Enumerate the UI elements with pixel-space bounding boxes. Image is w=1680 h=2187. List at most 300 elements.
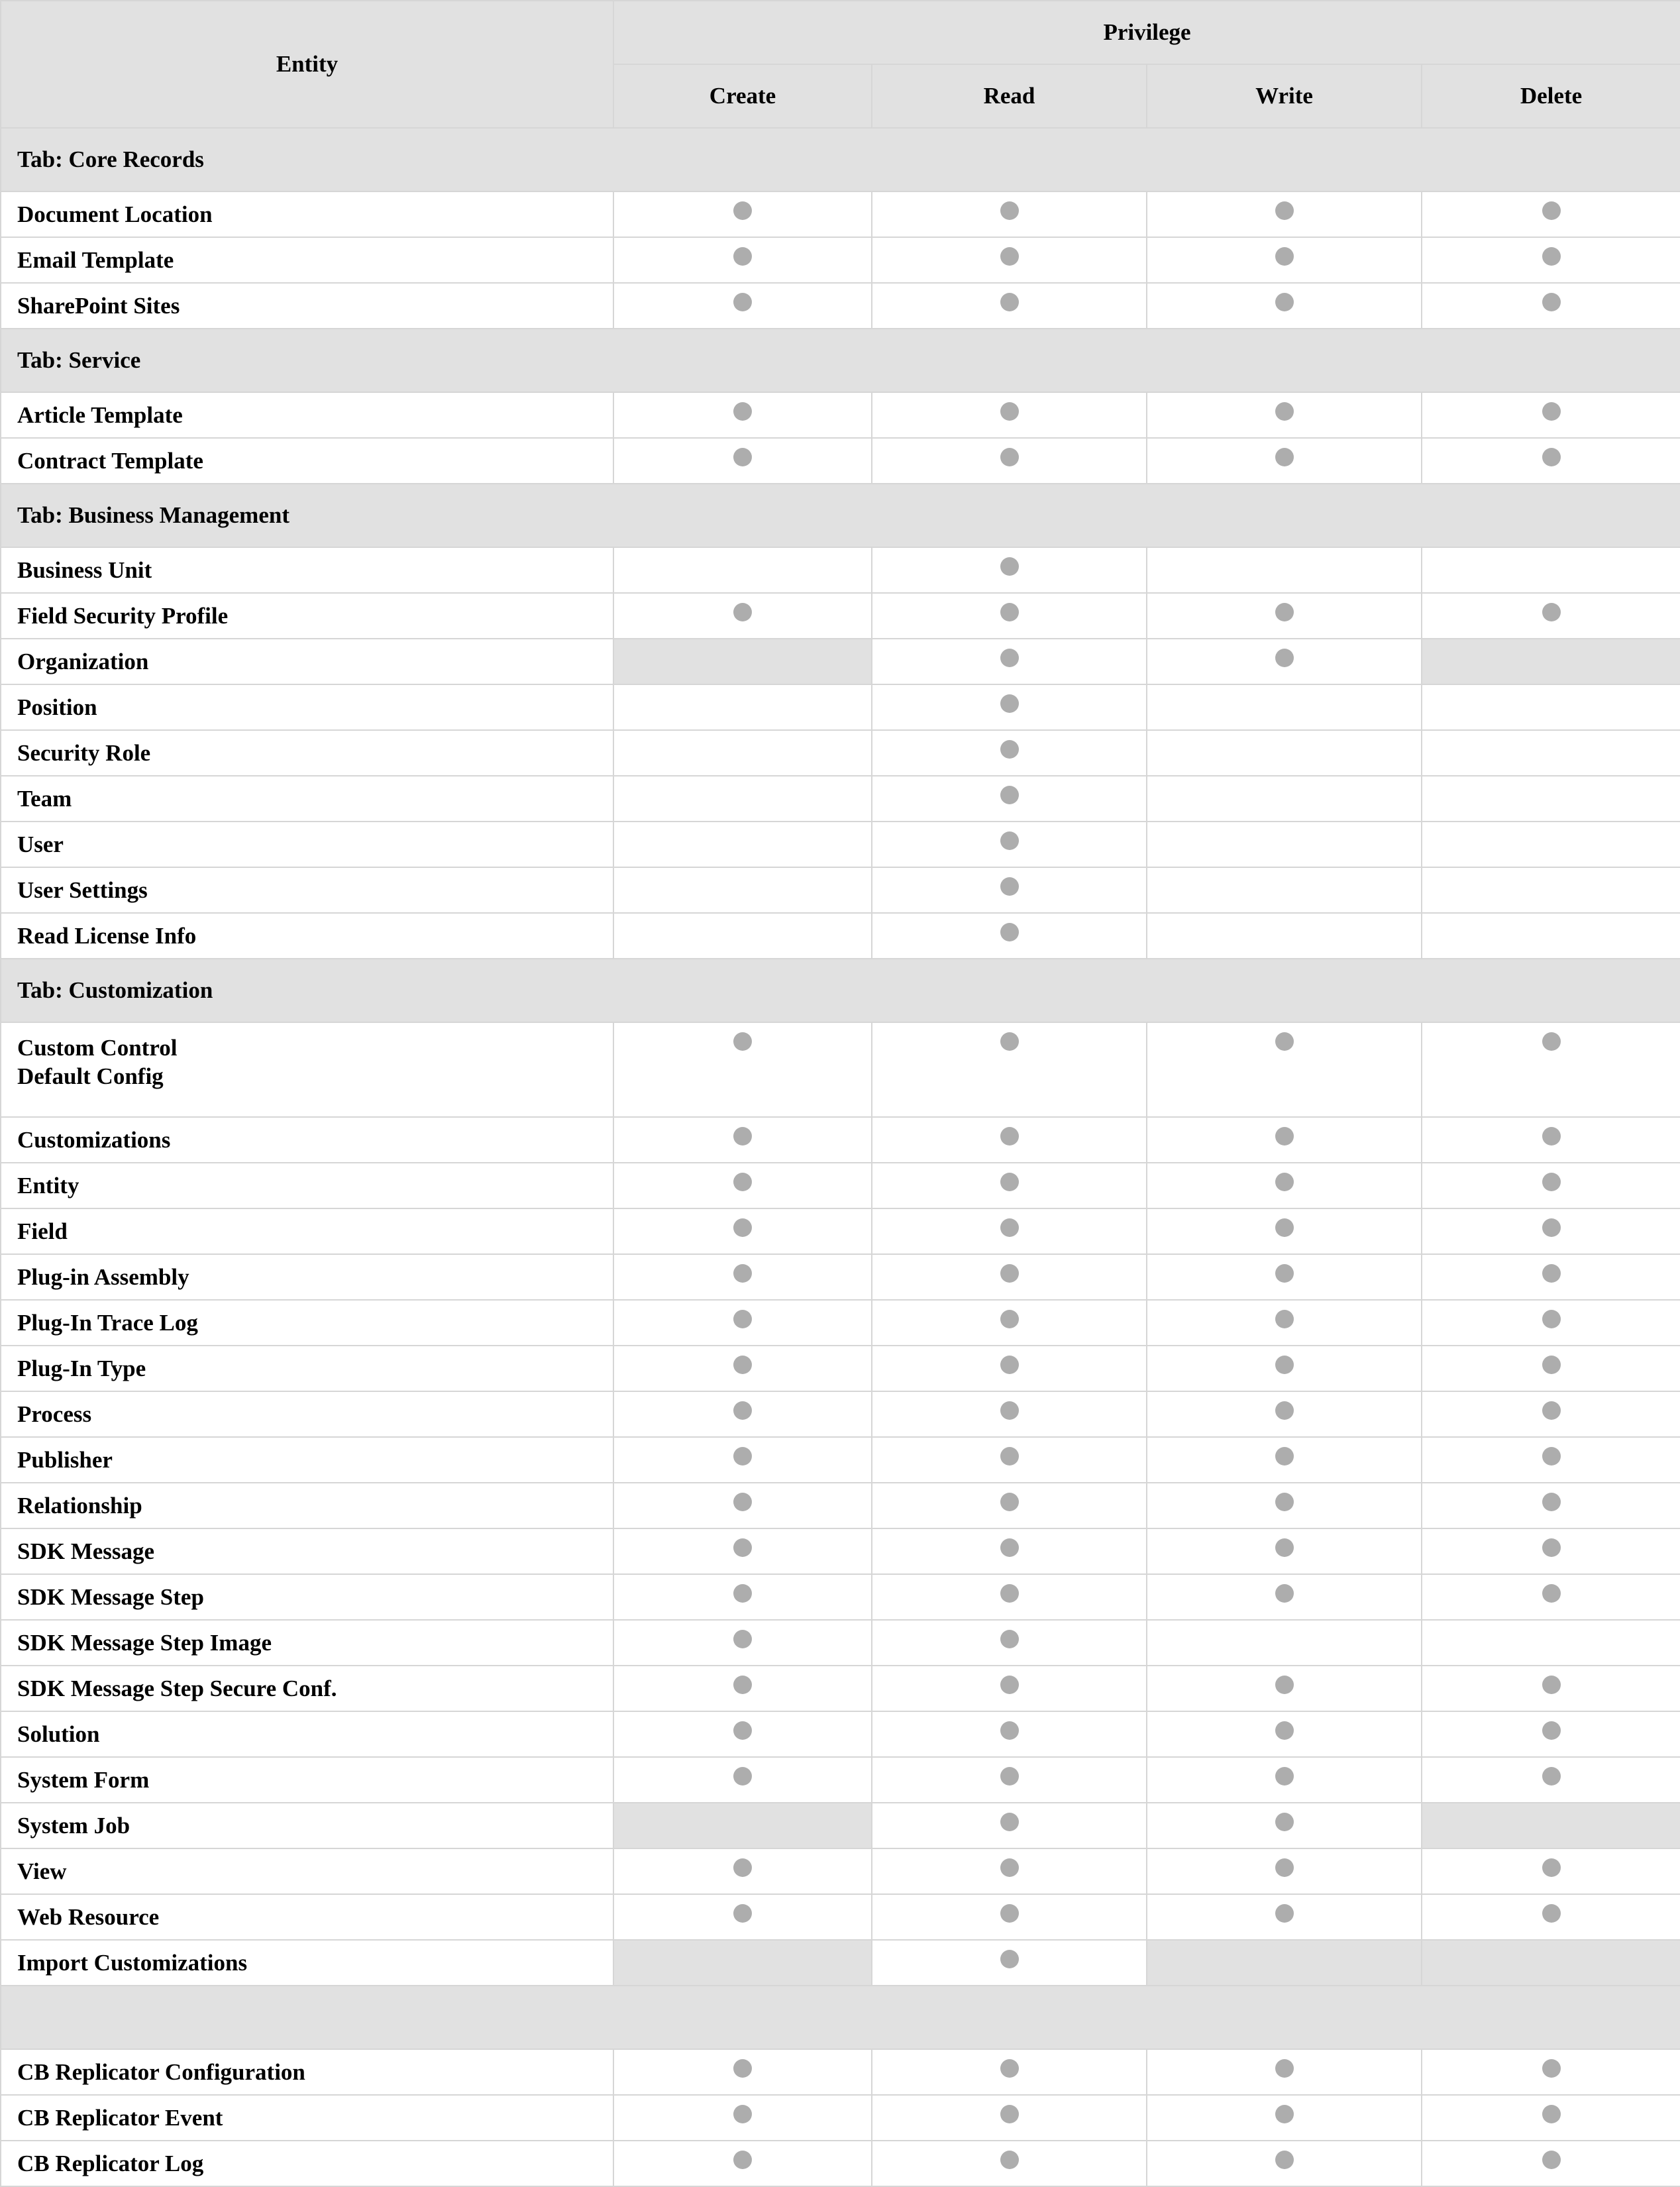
entity-name: Customizations xyxy=(17,1126,171,1153)
privilege-dot-icon xyxy=(733,1630,752,1648)
entity-name: CB Replicator Configuration xyxy=(17,2058,305,2085)
entity-name-cell xyxy=(1,730,613,776)
create-privilege-cell xyxy=(613,730,872,776)
create-privilege-cell xyxy=(613,2049,872,2095)
table-row xyxy=(1,1848,1680,1894)
table-row xyxy=(1,1620,1680,1666)
privilege-dot-icon xyxy=(1000,1676,1019,1694)
create-privilege-cell xyxy=(613,237,872,283)
entity-name-cell xyxy=(1,2049,613,2095)
section-label: Tab: Service xyxy=(1,329,1680,392)
delete-privilege-cell xyxy=(1422,1528,1680,1574)
write-privilege-cell xyxy=(1147,593,1422,639)
privilege-dot-icon xyxy=(733,1218,752,1237)
privilege-dot-icon xyxy=(1275,1447,1294,1466)
privilege-dot-icon xyxy=(733,1264,752,1283)
entity-name-cell xyxy=(1,1711,613,1757)
delete-privilege-cell xyxy=(1422,1848,1680,1894)
create-privilege-cell xyxy=(613,1163,872,1208)
privilege-dot-icon xyxy=(1000,247,1019,266)
section-row xyxy=(1,959,1680,1022)
entity-name-cell xyxy=(1,2095,613,2141)
privilege-dot-icon xyxy=(733,1356,752,1374)
entity-name: Solution xyxy=(17,1721,100,1747)
table-row xyxy=(1,547,1680,593)
table-row xyxy=(1,1940,1680,1986)
create-privilege-cell xyxy=(613,822,872,867)
read-privilege-cell xyxy=(872,593,1147,639)
entity-name: SDK Message Step xyxy=(17,1583,204,1610)
section-label xyxy=(1,1986,1680,2049)
delete-privilege-cell xyxy=(1422,1163,1680,1208)
write-privilege-cell xyxy=(1147,1574,1422,1620)
privilege-dot-icon xyxy=(1542,1447,1561,1466)
privilege-dot-icon xyxy=(1275,1173,1294,1191)
write-privilege-cell xyxy=(1147,1483,1422,1528)
create-privilege-cell xyxy=(613,1528,872,1574)
privilege-dot-icon xyxy=(1275,1127,1294,1146)
privilege-dot-icon xyxy=(733,1858,752,1877)
privilege-dot-icon xyxy=(1000,1584,1019,1603)
read-privilege-cell xyxy=(872,2049,1147,2095)
privilege-dot-icon xyxy=(1542,1173,1561,1191)
entity-name-cell xyxy=(1,1528,613,1574)
entity-name-cell xyxy=(1,2141,613,2186)
entity-name: SDK Message Step Image xyxy=(17,1629,272,1656)
privilege-dot-icon xyxy=(1275,1584,1294,1603)
privilege-dot-icon xyxy=(1542,2105,1561,2123)
read-privilege-cell xyxy=(872,1803,1147,1848)
privilege-dot-icon xyxy=(1275,2105,1294,2123)
privilege-dot-icon xyxy=(1542,1721,1561,1740)
entity-name: Import Customizations xyxy=(17,1949,248,1976)
section-row xyxy=(1,1986,1680,2049)
privilege-dot-icon xyxy=(733,201,752,220)
entity-name-cell xyxy=(1,1208,613,1254)
read-privilege-cell xyxy=(872,913,1147,959)
privilege-dot-icon xyxy=(733,1173,752,1191)
table-row xyxy=(1,1757,1680,1803)
privilege-dot-icon xyxy=(1542,1538,1561,1557)
write-privilege-cell xyxy=(1147,1300,1422,1346)
entity-name: CB Replicator Event xyxy=(17,2104,223,2131)
read-privilege-cell xyxy=(872,639,1147,684)
entity-name: Plug-In Type xyxy=(17,1355,146,1381)
privilege-dot-icon xyxy=(1275,402,1294,421)
read-privilege-cell xyxy=(872,1346,1147,1391)
create-privilege-cell xyxy=(613,547,872,593)
entity-name: Field xyxy=(17,1218,68,1244)
privilege-dot-icon xyxy=(1275,1858,1294,1877)
create-privilege-cell xyxy=(613,1437,872,1483)
privilege-dot-icon xyxy=(1000,557,1019,576)
write-privilege-cell xyxy=(1147,1711,1422,1757)
privilege-dot-icon xyxy=(733,2151,752,2169)
read-privilege-cell xyxy=(872,1757,1147,1803)
privilege-dot-icon xyxy=(733,603,752,621)
table-row xyxy=(1,1894,1680,1940)
privilege-dot-icon xyxy=(733,448,752,466)
table-row xyxy=(1,1437,1680,1483)
privilege-column-group-header: Privilege xyxy=(613,1,1680,64)
section-label: Tab: Core Records xyxy=(1,128,1680,191)
entity-name-cell xyxy=(1,1574,613,1620)
table-row xyxy=(1,913,1680,959)
create-privilege-cell xyxy=(613,1117,872,1163)
write-privilege-cell xyxy=(1147,1346,1422,1391)
entity-name: Process xyxy=(17,1401,92,1427)
table-row xyxy=(1,867,1680,913)
table-row xyxy=(1,1300,1680,1346)
privilege-dot-icon xyxy=(1000,603,1019,621)
entity-name-cell xyxy=(1,1022,613,1117)
privilege-dot-icon xyxy=(1542,247,1561,266)
privilege-dot-icon xyxy=(1000,740,1019,759)
privilege-dot-icon xyxy=(1000,2105,1019,2123)
table-row xyxy=(1,237,1680,283)
read-privilege-cell xyxy=(872,867,1147,913)
entity-name-cell xyxy=(1,684,613,730)
privilege-dot-icon xyxy=(1275,2059,1294,2078)
privilege-dot-icon xyxy=(1542,1310,1561,1328)
delete-privilege-cell xyxy=(1422,1483,1680,1528)
privilege-dot-icon xyxy=(1000,1173,1019,1191)
table-row xyxy=(1,438,1680,484)
entity-name-cell xyxy=(1,776,613,822)
entity-name-cell xyxy=(1,1437,613,1483)
create-privilege-cell xyxy=(613,776,872,822)
privilege-dot-icon xyxy=(1275,1493,1294,1511)
entity-name-cell xyxy=(1,1254,613,1300)
privilege-dot-icon xyxy=(1000,831,1019,850)
table-row xyxy=(1,1391,1680,1437)
entity-name: System Form xyxy=(17,1766,150,1793)
entity-name-cell xyxy=(1,913,613,959)
read-privilege-cell xyxy=(872,392,1147,438)
entity-name: Publisher xyxy=(17,1446,113,1473)
privilege-dot-icon xyxy=(1275,649,1294,667)
entity-name-cell xyxy=(1,547,613,593)
privilege-dot-icon xyxy=(1275,293,1294,311)
read-privilege-cell xyxy=(872,1940,1147,1986)
privilege-dot-icon xyxy=(1275,1538,1294,1557)
privilege-dot-icon xyxy=(1000,1630,1019,1648)
privilege-dot-icon xyxy=(1542,603,1561,621)
entity-name: Email Template xyxy=(17,246,174,273)
privilege-dot-icon xyxy=(1542,448,1561,466)
entity-name: Organization xyxy=(17,648,149,674)
table-row xyxy=(1,2141,1680,2186)
privilege-dot-icon xyxy=(1542,1767,1561,1786)
read-privilege-cell xyxy=(872,1437,1147,1483)
table-row xyxy=(1,1803,1680,1848)
privilege-dot-icon xyxy=(1000,694,1019,713)
create-privilege-cell xyxy=(613,1022,872,1117)
read-privilege-cell xyxy=(872,684,1147,730)
create-privilege-cell xyxy=(613,191,872,237)
privilege-dot-icon xyxy=(1000,1767,1019,1786)
create-privilege-cell xyxy=(613,1666,872,1711)
table-row xyxy=(1,2095,1680,2141)
delete-privilege-cell xyxy=(1422,730,1680,776)
read-privilege-cell xyxy=(872,1022,1147,1117)
create-privilege-cell xyxy=(613,1300,872,1346)
privilege-dot-icon xyxy=(1000,1493,1019,1511)
privilege-dot-icon xyxy=(1275,1264,1294,1283)
table-row xyxy=(1,1483,1680,1528)
entity-name-cell xyxy=(1,639,613,684)
write-privilege-cell xyxy=(1147,2049,1422,2095)
entity-name: Relationship xyxy=(17,1492,142,1519)
table-row xyxy=(1,730,1680,776)
entity-name: Security Role xyxy=(17,739,151,766)
write-privilege-cell xyxy=(1147,1391,1422,1437)
write-privilege-cell xyxy=(1147,684,1422,730)
read-privilege-cell xyxy=(872,438,1147,484)
create-privilege-cell xyxy=(613,1483,872,1528)
create-privilege-cell xyxy=(613,593,872,639)
create-privilege-cell xyxy=(613,1254,872,1300)
write-privilege-cell xyxy=(1147,1117,1422,1163)
create-privilege-cell xyxy=(613,684,872,730)
privilege-dot-icon xyxy=(1542,2151,1561,2169)
privilege-dot-icon xyxy=(1542,293,1561,311)
read-privilege-cell xyxy=(872,1300,1147,1346)
entity-name-cell xyxy=(1,867,613,913)
write-privilege-cell xyxy=(1147,547,1422,593)
table-row xyxy=(1,1163,1680,1208)
entity-name-cell xyxy=(1,1940,613,1986)
privilege-dot-icon xyxy=(1000,293,1019,311)
privilege-dot-icon xyxy=(733,1447,752,1466)
delete-privilege-cell xyxy=(1422,1894,1680,1940)
privilege-dot-icon xyxy=(1000,877,1019,896)
entity-name: SDK Message Step Secure Conf. xyxy=(17,1675,337,1701)
create-privilege-cell xyxy=(613,1208,872,1254)
read-privilege-cell xyxy=(872,1620,1147,1666)
table-row xyxy=(1,593,1680,639)
privilege-dot-icon xyxy=(1275,1356,1294,1374)
write-privilege-cell xyxy=(1147,1894,1422,1940)
privilege-dot-icon xyxy=(1542,1584,1561,1603)
read-privilege-cell xyxy=(872,776,1147,822)
delete-privilege-cell xyxy=(1422,392,1680,438)
table-body xyxy=(1,128,1680,2186)
delete-privilege-cell xyxy=(1422,1437,1680,1483)
privilege-dot-icon xyxy=(733,1401,752,1420)
write-privilege-cell xyxy=(1147,438,1422,484)
entity-name-cell xyxy=(1,1848,613,1894)
read-privilege-cell xyxy=(872,1666,1147,1711)
delete-privilege-cell xyxy=(1422,1391,1680,1437)
create-privilege-cell xyxy=(613,1757,872,1803)
entity-name-cell xyxy=(1,237,613,283)
privilege-dot-icon xyxy=(1542,1493,1561,1511)
create-privilege-cell xyxy=(613,392,872,438)
entity-name-cell xyxy=(1,822,613,867)
delete-privilege-cell xyxy=(1422,438,1680,484)
write-privilege-cell xyxy=(1147,392,1422,438)
privilege-dot-icon xyxy=(733,247,752,266)
delete-privilege-cell xyxy=(1422,1620,1680,1666)
entity-name: SDK Message xyxy=(17,1538,155,1564)
table-row xyxy=(1,684,1680,730)
table-row xyxy=(1,1208,1680,1254)
privilege-dot-icon xyxy=(1275,1721,1294,1740)
privilege-dot-icon xyxy=(1000,1447,1019,1466)
table-row xyxy=(1,776,1680,822)
privilege-dot-icon xyxy=(733,1767,752,1786)
section-label: Tab: Business Management xyxy=(1,484,1680,547)
read-privilege-cell xyxy=(872,1848,1147,1894)
privilege-dot-icon xyxy=(1275,1904,1294,1923)
delete-privilege-cell xyxy=(1422,2141,1680,2186)
entity-name-cell xyxy=(1,1163,613,1208)
create-privilege-cell xyxy=(613,1391,872,1437)
table-row xyxy=(1,1117,1680,1163)
table-row xyxy=(1,191,1680,237)
entity-name: Contract Template xyxy=(17,447,203,474)
write-privilege-cell xyxy=(1147,1757,1422,1803)
privilege-dot-icon xyxy=(1000,2059,1019,2078)
create-privilege-cell xyxy=(613,1574,872,1620)
privilege-dot-icon xyxy=(733,2059,752,2078)
delete-privilege-cell xyxy=(1422,913,1680,959)
privilege-dot-icon xyxy=(1000,1310,1019,1328)
delete-privilege-cell xyxy=(1422,867,1680,913)
write-privilege-cell xyxy=(1147,776,1422,822)
table-row xyxy=(1,1346,1680,1391)
create-column-header: Create xyxy=(613,64,872,128)
privilege-dot-icon xyxy=(733,1904,752,1923)
entity-name: View xyxy=(17,1858,67,1884)
entity-name: Field Security Profile xyxy=(17,602,229,629)
read-privilege-cell xyxy=(872,2095,1147,2141)
table-row xyxy=(1,822,1680,867)
write-privilege-cell xyxy=(1147,237,1422,283)
privilege-dot-icon xyxy=(1000,2151,1019,2169)
read-column-header: Read xyxy=(872,64,1147,128)
privilege-dot-icon xyxy=(1542,402,1561,421)
privilege-dot-icon xyxy=(1542,1858,1561,1877)
privilege-dot-icon xyxy=(733,1032,752,1051)
write-privilege-cell xyxy=(1147,1803,1422,1848)
write-privilege-cell xyxy=(1147,191,1422,237)
entity-name: SharePoint Sites xyxy=(17,292,180,319)
privilege-dot-icon xyxy=(1000,649,1019,667)
privilege-dot-icon xyxy=(733,1493,752,1511)
entity-name: Read License Info xyxy=(17,922,197,949)
entity-name-cell xyxy=(1,1391,613,1437)
create-privilege-cell xyxy=(613,438,872,484)
section-label: Tab: Customization xyxy=(1,959,1680,1022)
create-privilege-cell xyxy=(613,1894,872,1940)
read-privilege-cell xyxy=(872,1208,1147,1254)
table-row xyxy=(1,1574,1680,1620)
read-privilege-cell xyxy=(872,1391,1147,1437)
read-privilege-cell xyxy=(872,1483,1147,1528)
entity-name: Business Unit xyxy=(17,557,152,583)
privilege-dot-icon xyxy=(1275,1767,1294,1786)
privilege-dot-icon xyxy=(1275,247,1294,266)
privilege-dot-icon xyxy=(1000,1218,1019,1237)
entity-name: Position xyxy=(17,694,97,720)
entity-name-cell xyxy=(1,1757,613,1803)
read-privilege-cell xyxy=(872,1163,1147,1208)
privilege-dot-icon xyxy=(1000,923,1019,941)
create-privilege-cell xyxy=(613,1711,872,1757)
delete-privilege-cell xyxy=(1422,684,1680,730)
table-row xyxy=(1,639,1680,684)
read-privilege-cell xyxy=(872,283,1147,329)
delete-privilege-cell xyxy=(1422,1254,1680,1300)
entity-column-header: Entity xyxy=(1,1,613,128)
delete-privilege-cell xyxy=(1422,1022,1680,1117)
privilege-dot-icon xyxy=(1000,448,1019,466)
delete-column-header: Delete xyxy=(1422,64,1680,128)
read-privilege-cell xyxy=(872,1574,1147,1620)
write-privilege-cell xyxy=(1147,1022,1422,1117)
write-privilege-cell xyxy=(1147,1208,1422,1254)
delete-privilege-cell xyxy=(1422,639,1680,684)
privilege-dot-icon xyxy=(1275,1401,1294,1420)
read-privilege-cell xyxy=(872,237,1147,283)
write-privilege-cell xyxy=(1147,1620,1422,1666)
delete-privilege-cell xyxy=(1422,1940,1680,1986)
entity-name: User xyxy=(17,831,64,857)
privilege-dot-icon xyxy=(1000,1127,1019,1146)
create-privilege-cell xyxy=(613,1346,872,1391)
entity-name-cell xyxy=(1,1620,613,1666)
privilege-dot-icon xyxy=(1275,201,1294,220)
write-privilege-cell xyxy=(1147,2095,1422,2141)
privilege-dot-icon xyxy=(1275,1813,1294,1831)
entity-name-cell xyxy=(1,191,613,237)
read-privilege-cell xyxy=(872,1117,1147,1163)
delete-privilege-cell xyxy=(1422,1208,1680,1254)
privilege-dot-icon xyxy=(1000,1813,1019,1831)
delete-privilege-cell xyxy=(1422,191,1680,237)
create-privilege-cell xyxy=(613,2095,872,2141)
table-header xyxy=(1,1,1680,128)
write-privilege-cell xyxy=(1147,1528,1422,1574)
write-privilege-cell xyxy=(1147,639,1422,684)
privilege-dot-icon xyxy=(733,1127,752,1146)
entity-name: Article Template xyxy=(17,401,183,428)
create-privilege-cell xyxy=(613,913,872,959)
delete-privilege-cell xyxy=(1422,1117,1680,1163)
privilege-dot-icon xyxy=(1000,1904,1019,1923)
privilege-dot-icon xyxy=(1275,448,1294,466)
table-row xyxy=(1,2049,1680,2095)
create-privilege-cell xyxy=(613,639,872,684)
entity-name-cell xyxy=(1,438,613,484)
privilege-dot-icon xyxy=(733,402,752,421)
privilege-dot-icon xyxy=(1000,1264,1019,1283)
delete-privilege-cell xyxy=(1422,1346,1680,1391)
entity-name-line2: Default Config xyxy=(17,1063,164,1089)
entity-name: Plug-In Trace Log xyxy=(17,1309,198,1336)
write-privilege-cell xyxy=(1147,730,1422,776)
delete-privilege-cell xyxy=(1422,776,1680,822)
privilege-dot-icon xyxy=(1542,1127,1561,1146)
delete-privilege-cell xyxy=(1422,1574,1680,1620)
entity-name: CB Replicator Log xyxy=(17,2150,204,2176)
privilege-dot-icon xyxy=(733,1538,752,1557)
table-row xyxy=(1,1528,1680,1574)
delete-privilege-cell xyxy=(1422,1711,1680,1757)
privilege-dot-icon xyxy=(1542,1032,1561,1051)
